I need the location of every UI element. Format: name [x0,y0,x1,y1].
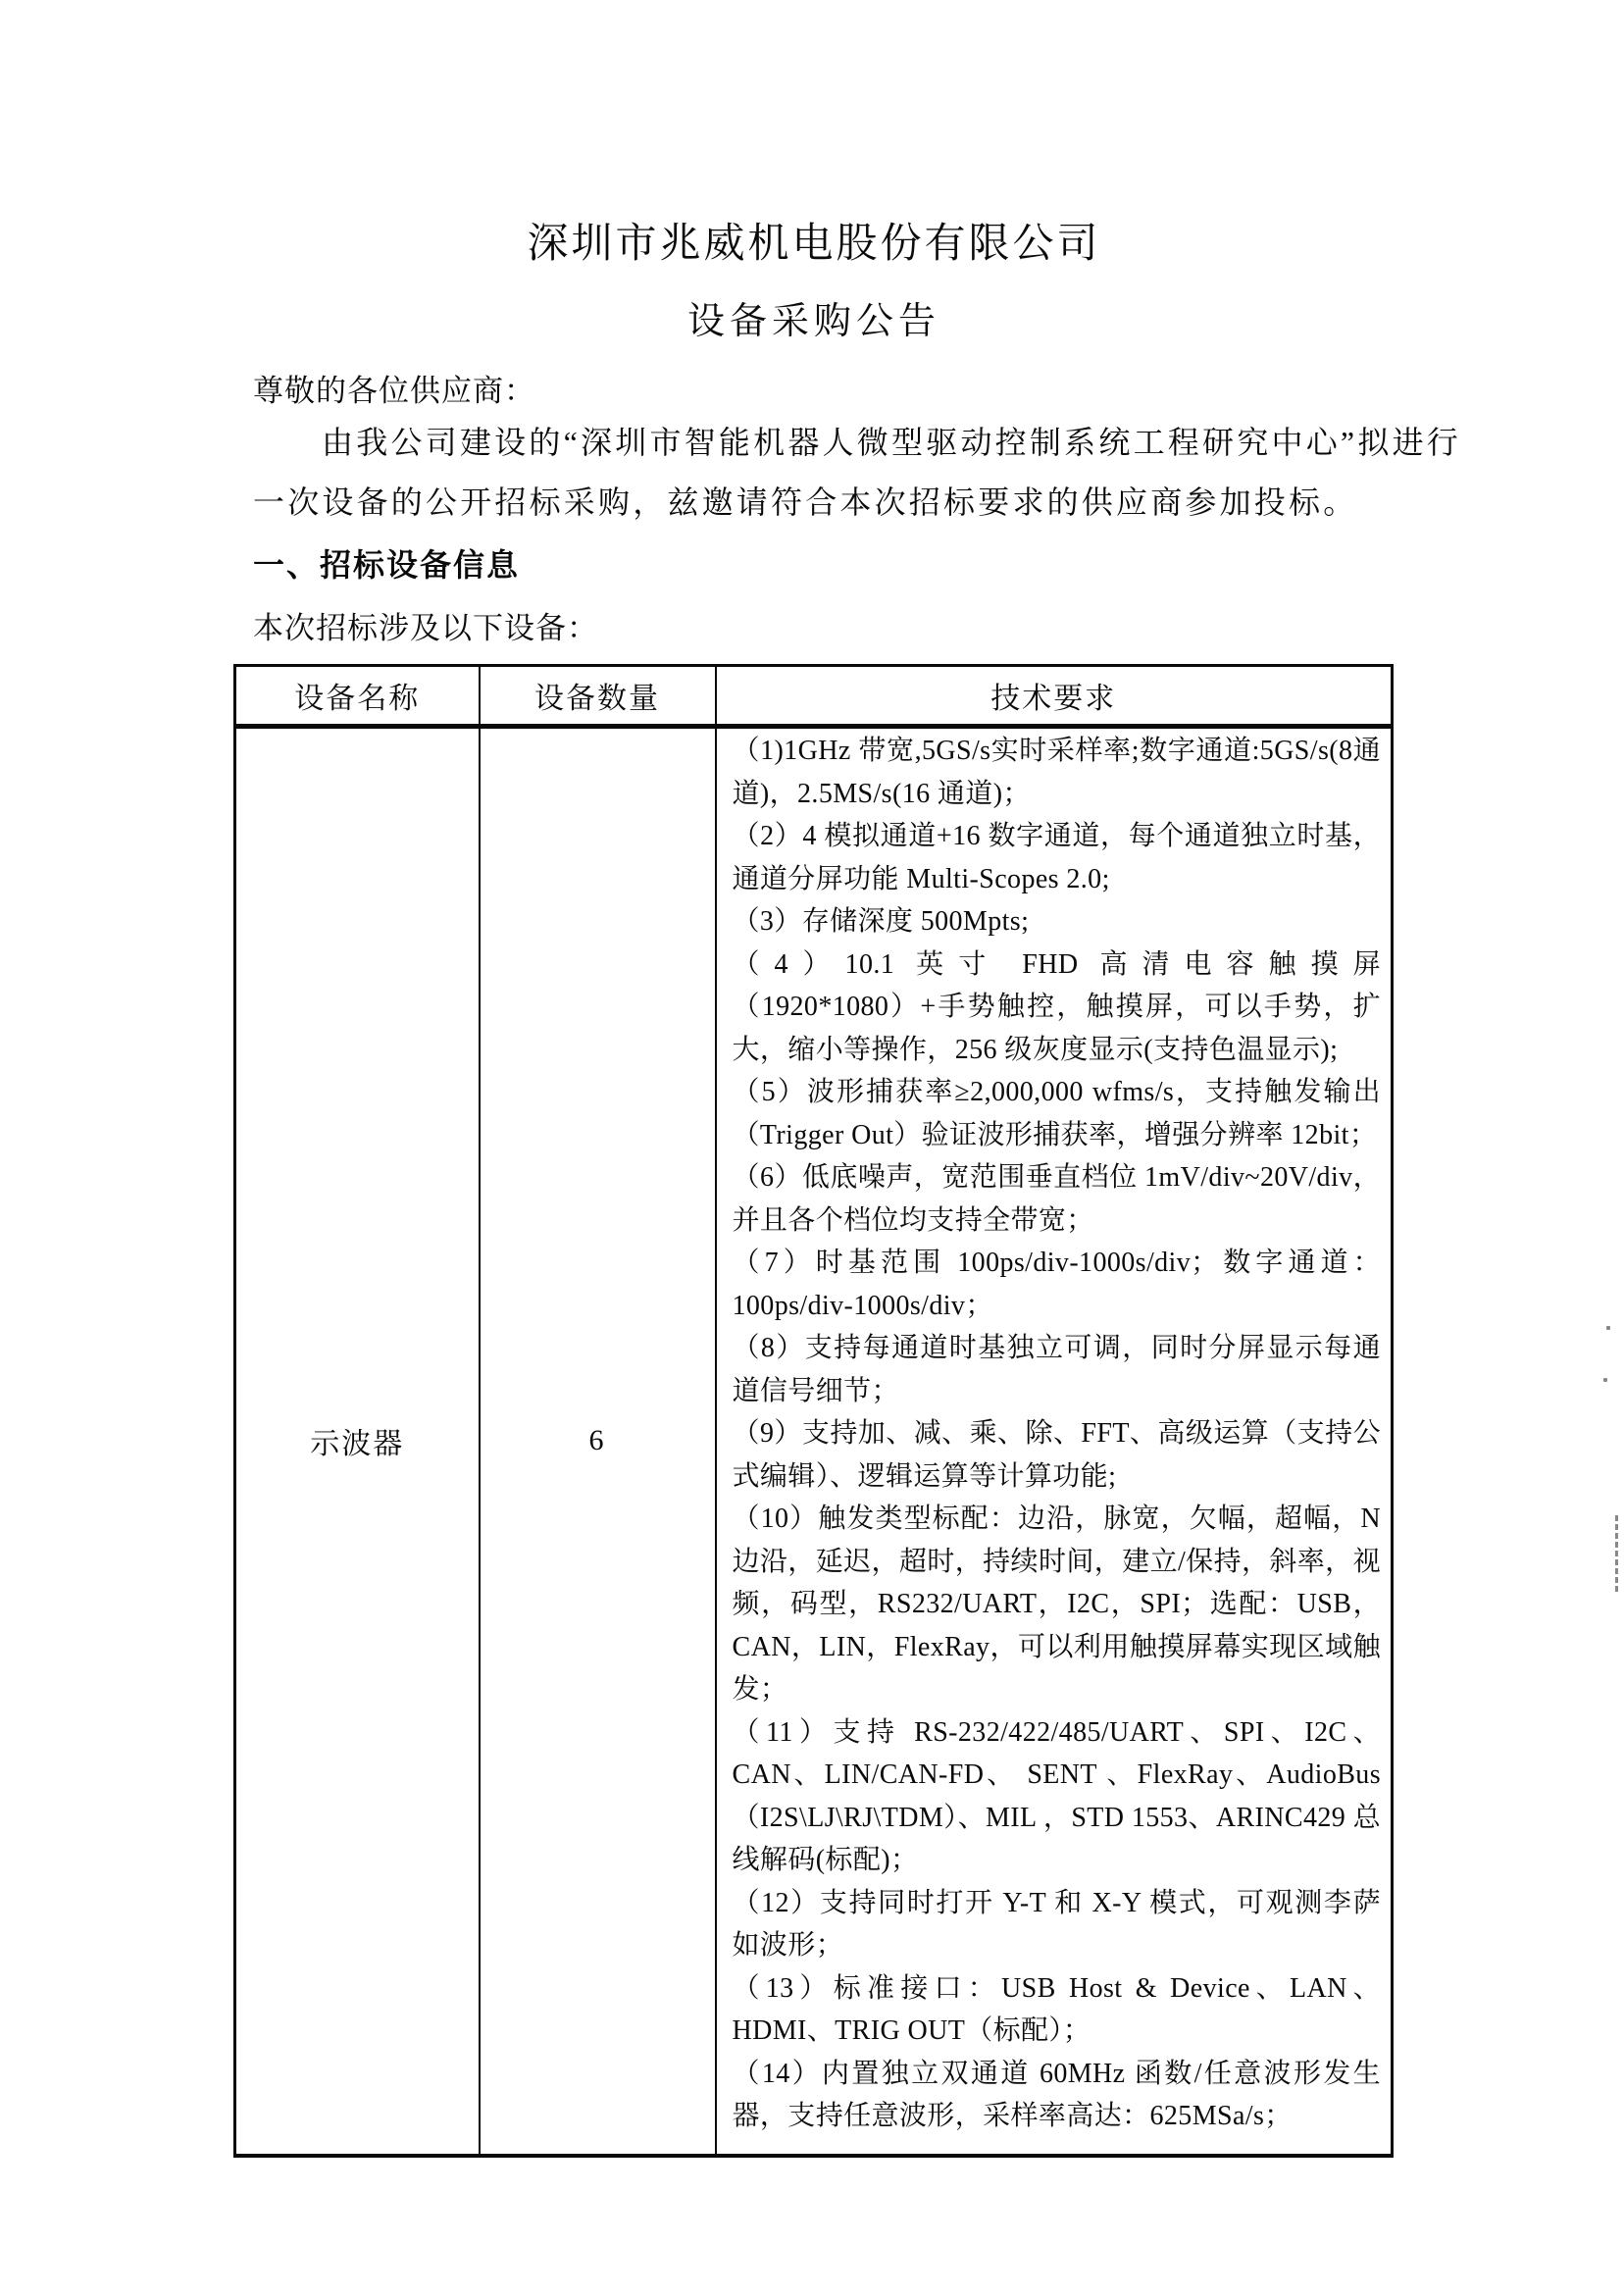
requirement-item: （12）支持同时打开 Y-T 和 X-Y 模式，可观测李萨如波形； [732,1887,1381,1961]
requirement-item: （11）支持 RS-232/422/485/UART、SPI、I2C、CAN、LIN/CAN-FD、 SENT 、FlexRay、AudioBus（I2S\LJ\RJ\TDM）、MIL ，STD 1553、ARINC429 总线解码(标配)； [732,1716,1381,1875]
salutation: 尊敬的各位供应商： [253,374,535,408]
requirement-item: （10）触发类型标配：边沿，脉宽，欠幅，超幅，N边沿，延迟，超时，持续时间，建立/保持，斜率，视频，码型，RS232/UART，I2C，SPI；选配：USB，CAN，LIN，FlexRay，可以利用触摸屏幕实现区域触发； [732,1504,1381,1705]
table-header-row [235,666,1393,727]
column-header-device-name: 设备名称 [235,666,480,727]
section-heading: 一、招标设备信息 [253,547,521,583]
company-title: 深圳市兆威机电股份有限公司 [527,222,1101,267]
equipment-table [233,664,1394,2158]
column-header-technical-requirements: 技术要求 [716,666,1393,727]
scan-artifact [1603,1378,1607,1382]
requirement-item: （13）标准接口：USB Host & Device、LAN、HDMI、TRIG OUT（标配）； [732,1972,1381,2046]
requirement-item: （2）4 模拟通道+16 数字通道，每个通道独立时基，通道分屏功能 Multi-Scopes 2.0; [732,821,1381,894]
table-leadin: 本次招标涉及以下设备： [253,611,598,645]
requirement-item: （4）10.1 英寸 FHD 高清电容触摸屏（1920*1080）+手势触控，触摸屏，可以手势，扩大，缩小等操作，256 级灰度显示(支持色温显示); [732,948,1381,1065]
requirements-list [733,730,1382,2138]
table-row [235,727,1393,2156]
requirements-cell [716,727,1393,2156]
device-quantity-cell: 6 [480,727,716,2156]
column-header-device-quantity: 设备数量 [480,666,716,727]
requirement-item: （8）支持每通道时基独立可调，同时分屏显示每通道信号细节； [732,1333,1381,1406]
requirement-item: （1)1GHz 带宽,5GS/s实时采样率;数字通道:5GS/s(8通道)，2.5MS/s(16 通道)； [732,736,1381,809]
device-name-cell: 示波器 [235,727,480,2156]
requirement-item: （7）时基范围 100ps/div-1000s/div；数字通道：100ps/div-1000s/div； [732,1248,1381,1321]
scan-artifact [1606,1326,1610,1330]
intro-paragraph: 由我公司建设的“深圳市智能机器人微型驱动控制系统工程研究中心”拟进行一次设备的公开招标采购，兹邀请符合本次招标要求的供应商参加投标。 [253,425,1461,520]
requirement-item: （9）支持加、减、乘、除、FFT、高级运算（支持公式编辑）、逻辑运算等计算功能; [732,1418,1381,1492]
requirement-item: （3）存储深度 500Mpts; [732,906,1030,937]
requirement-item: （14）内置独立双通道 60MHz 函数/任意波形发生器，支持任意波形，采样率高达：625MSa/s； [732,2058,1381,2131]
document-title: 设备采购公告 [686,301,940,342]
requirement-item: （5）波形捕获率≥2,000,000 wfms/s，支持触发输出（Trigger Out）验证波形捕获率，增强分辨率 12bit； [732,1077,1381,1150]
scan-artifact [1615,1515,1618,1592]
requirement-item: （6）低底噪声，宽范围垂直档位 1mV/div~20V/div，并且各个档位均支持全带宽； [732,1162,1381,1236]
